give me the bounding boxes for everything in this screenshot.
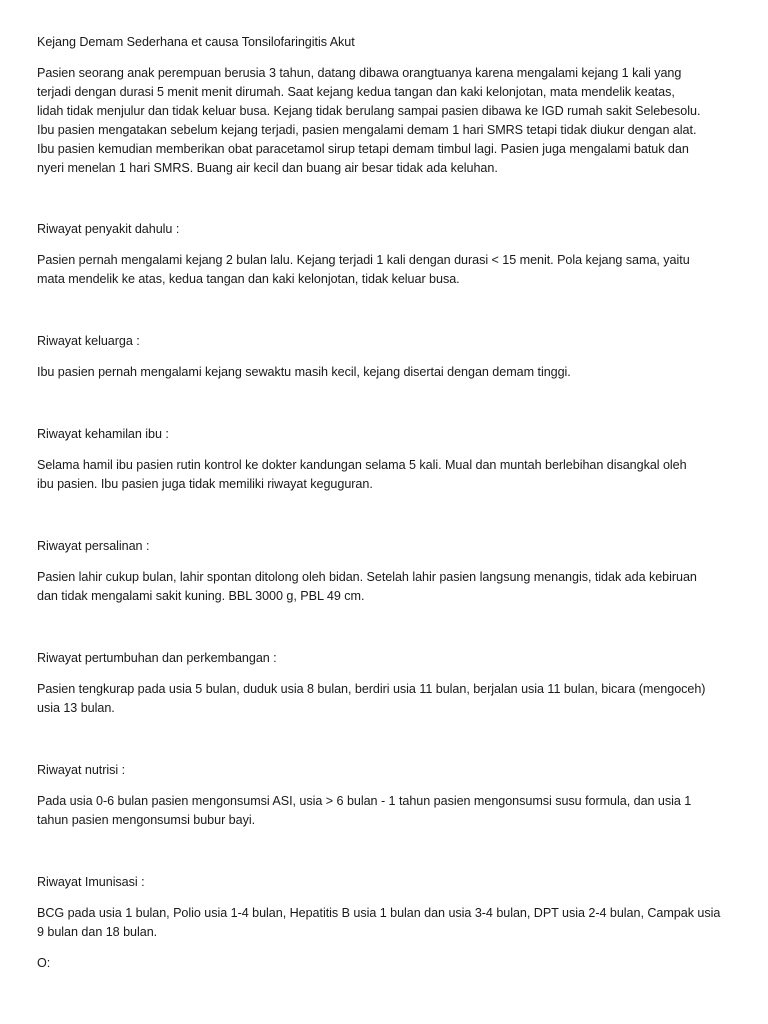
objective-label: O: [37, 956, 51, 970]
section-body-line: ibu pasien. Ibu pasien juga tidak memiliki riwayat keguguran. [37, 477, 373, 491]
section-heading-nutrition-history: Riwayat nutrisi : [37, 763, 126, 777]
section-body-line: BCG pada usia 1 bulan, Polio usia 1-4 bulan, Hepatitis B usia 1 bulan dan usia 3-4 bulan, DPT usia 2-4 bulan, Campak usia [37, 906, 721, 920]
section-body-line: Pasien tengkurap pada usia 5 bulan, duduk usia 8 bulan, berdiri usia 11 bulan, berjalan usia 11 bulan, bicara (mengoceh) [37, 682, 706, 696]
section-body-line: Ibu pasien pernah mengalami kejang sewaktu masih kecil, kejang disertai dengan demam tinggi. [37, 365, 571, 379]
section-body-line: dan tidak mengalami sakit kuning. BBL 3000 g, PBL 49 cm. [37, 589, 365, 603]
intro-line: nyeri menelan 1 hari SMRS. Buang air kecil dan buang air besar tidak ada keluhan. [37, 161, 498, 175]
intro-line: lidah tidak menjulur dan tidak keluar busa. Kejang tidak berulang sampai pasien dibawa ke IGD rumah sakit Selebesolu. [37, 104, 701, 118]
intro-line: Ibu pasien kemudian memberikan obat paracetamol sirup tetapi demam timbul lagi. Pasien juga mengalami batuk dan [37, 142, 689, 156]
section-body-line: 9 bulan dan 18 bulan. [37, 925, 158, 939]
section-body-line: Pada usia 0-6 bulan pasien mengonsumsi ASI, usia > 6 bulan - 1 tahun pasien mengonsumsi susu formula, dan usia 1 [37, 794, 692, 808]
document-title: Kejang Demam Sederhana et causa Tonsilofaringitis Akut [37, 35, 355, 49]
intro-line: Ibu pasien mengatakan sebelum kejang terjadi, pasien mengalami demam 1 hari SMRS tetapi tidak diukur dengan alat. [37, 123, 697, 137]
section-heading-past-history: Riwayat penyakit dahulu : [37, 222, 180, 236]
section-body-line: tahun pasien mengonsumsi bubur bayi. [37, 813, 256, 827]
intro-line: terjadi dengan durasi 5 menit menit dirumah. Saat kejang kedua tangan dan kaki kelonjotan, mata mendelik keatas, [37, 85, 675, 99]
intro-line: Pasien seorang anak perempuan berusia 3 tahun, datang dibawa orangtuanya karena mengalami kejang 1 kali yang [37, 66, 682, 80]
section-body-line: usia 13 bulan. [37, 701, 115, 715]
section-heading-family-history: Riwayat keluarga : [37, 334, 140, 348]
section-heading-birth-history: Riwayat persalinan : [37, 539, 150, 553]
section-heading-pregnancy-history: Riwayat kehamilan ibu : [37, 427, 169, 441]
section-body-line: Pasien pernah mengalami kejang 2 bulan lalu. Kejang terjadi 1 kali dengan durasi < 15 menit. Pola kejang sama, yaitu [37, 253, 690, 267]
section-heading-immunization-history: Riwayat Imunisasi : [37, 875, 145, 889]
section-heading-growth-development: Riwayat pertumbuhan dan perkembangan : [37, 651, 277, 665]
section-body-line: Selama hamil ibu pasien rutin kontrol ke dokter kandungan selama 5 kali. Mual dan muntah berlebihan disangkal oleh [37, 458, 687, 472]
section-body-line: mata mendelik ke atas, kedua tangan dan kaki kelonjotan, tidak keluar busa. [37, 272, 460, 286]
section-body-line: Pasien lahir cukup bulan, lahir spontan ditolong oleh bidan. Setelah lahir pasien langsung menangis, tidak ada kebiruan [37, 570, 697, 584]
